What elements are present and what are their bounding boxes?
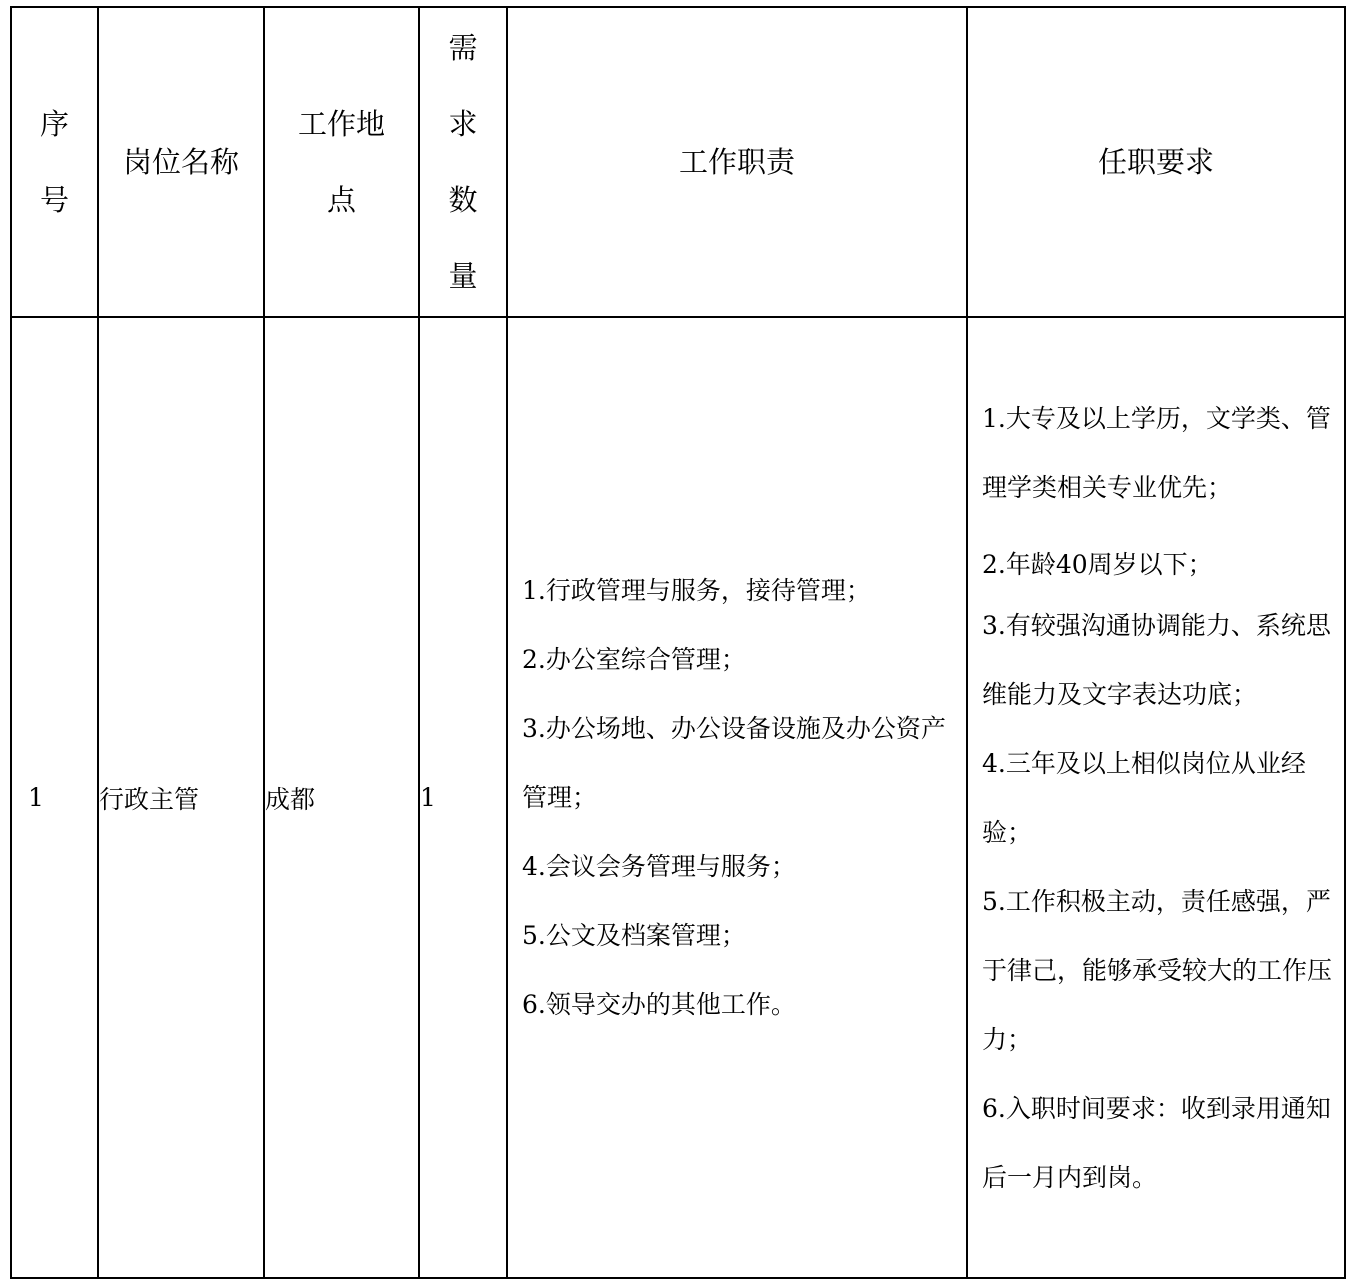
header-requirements: 任职要求 <box>967 7 1345 317</box>
requirement-item: 1.大专及以上学历，文学类、管理学类相关专业优先； <box>982 403 1331 502</box>
requirement-item: 2.年龄40周岁以下； <box>982 549 1213 579</box>
job-posting-table <box>10 6 1346 1279</box>
cell-requirements <box>967 317 1345 1278</box>
duty-item: 5.公文及档案管理； <box>522 921 746 950</box>
cell-quantity: 1 <box>419 317 507 1278</box>
requirement-item: 4.三年及以上相似岗位从业经验； <box>982 748 1306 847</box>
duty-item: 2.办公室综合管理； <box>522 645 746 674</box>
header-position: 岗位名称 <box>98 7 264 317</box>
duty-item: 4.会议会务管理与服务； <box>522 852 796 881</box>
requirement-item: 6.入职时间要求：收到录用通知后一月内到岗。 <box>982 1093 1331 1192</box>
cell-index: 1 <box>11 317 98 1278</box>
cell-location: 成都 <box>264 317 419 1278</box>
duty-item: 1.行政管理与服务，接待管理； <box>522 576 871 605</box>
cell-duties <box>507 317 967 1278</box>
header-duties: 工作职责 <box>507 7 967 317</box>
header-quantity: 需求数量 <box>419 7 507 317</box>
cell-position: 行政主管 <box>98 317 264 1278</box>
duties-list <box>522 556 956 1039</box>
requirement-item: 5.工作积极主动，责任感强，严于律己，能够承受较大的工作压力； <box>982 886 1333 1054</box>
header-location: 工作地点 <box>264 7 419 317</box>
header-index: 序号 <box>11 7 98 317</box>
requirement-item: 3.有较强沟通协调能力、系统思维能力及文字表达功底； <box>982 610 1331 709</box>
duty-item: 3.办公场地、办公设备设施及办公资产管理； <box>522 714 946 812</box>
duty-item: 6.领导交办的其他工作。 <box>522 990 796 1019</box>
table-row <box>11 317 1345 1278</box>
table-header-row <box>11 7 1345 317</box>
requirements-list <box>982 384 1334 1212</box>
